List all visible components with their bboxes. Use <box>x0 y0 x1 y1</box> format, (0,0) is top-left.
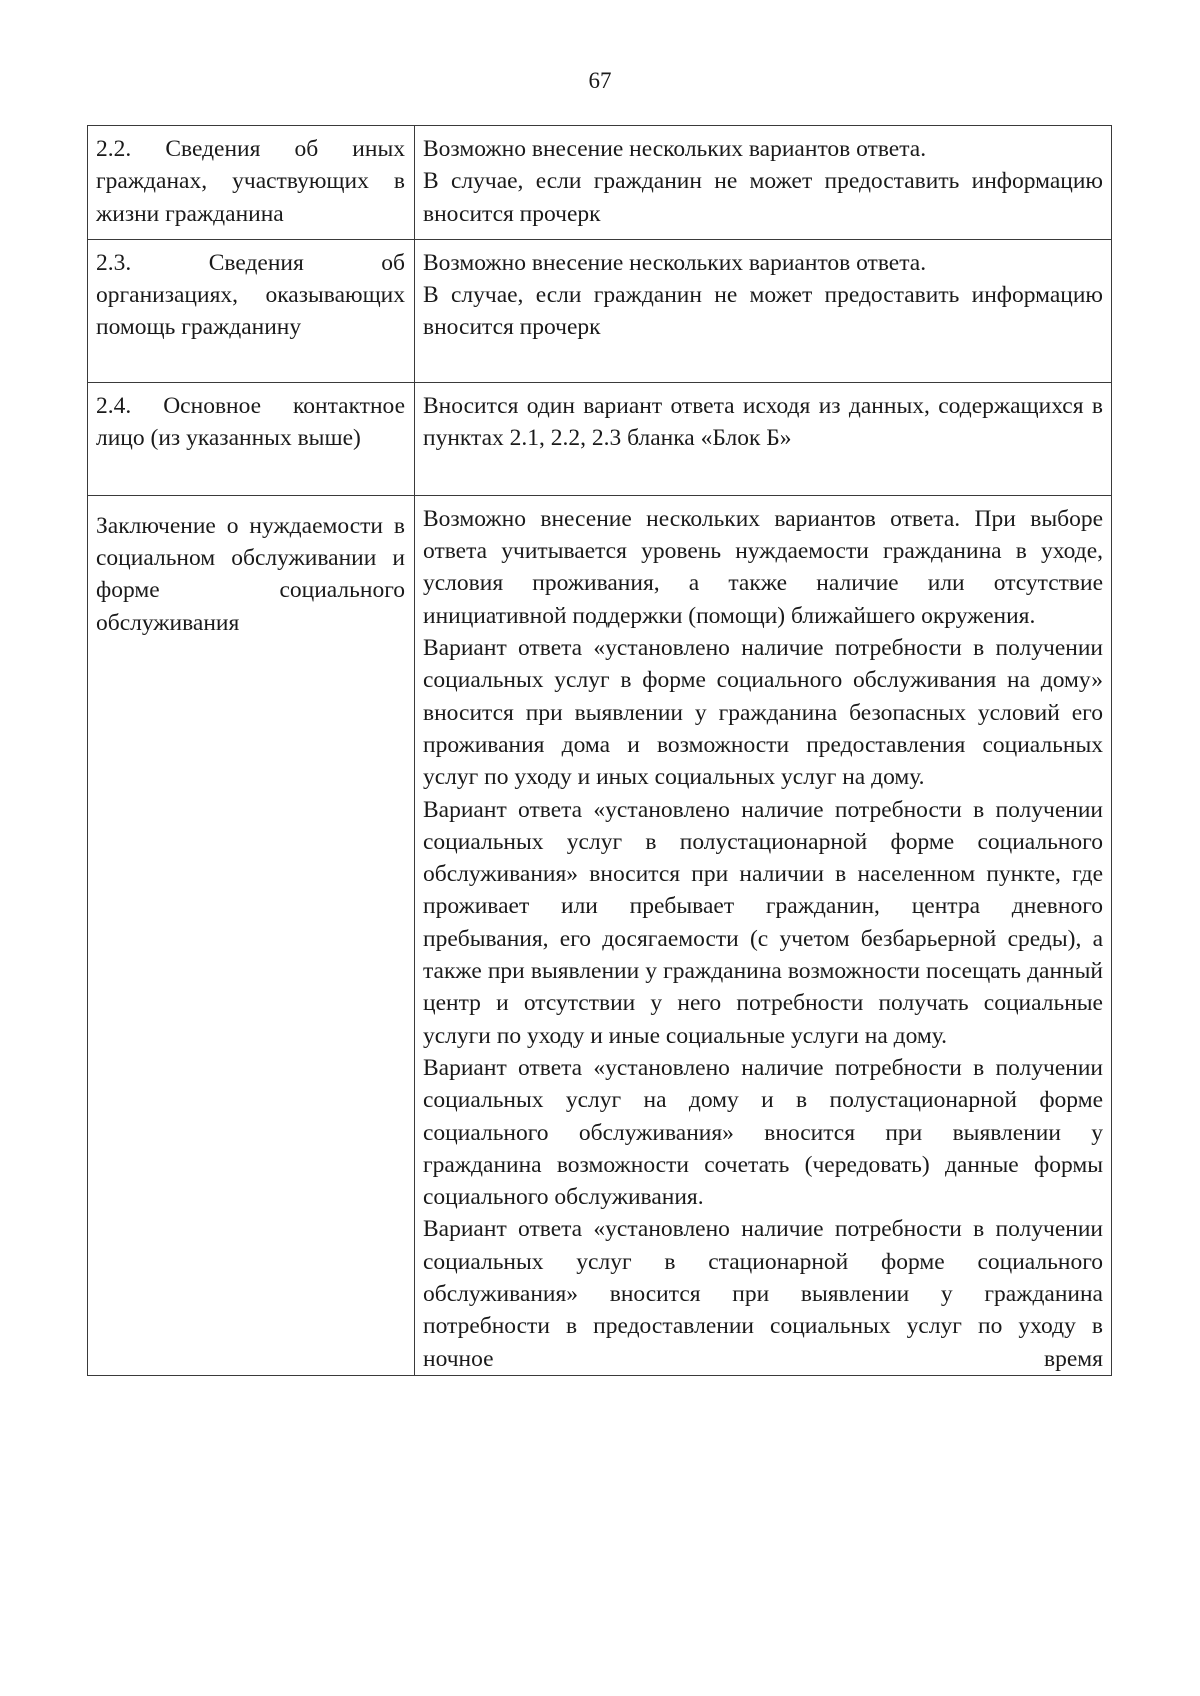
description-paragraph: Возможно внесение нескольких вариантов ответа. <box>423 249 927 276</box>
row-description-cell <box>415 239 1112 382</box>
row-label-cell <box>88 382 415 495</box>
description-paragraph: Возможно внесение нескольких вариантов ответа. <box>423 136 927 162</box>
instructions-table <box>87 125 1112 1376</box>
row-label: Заключение о нуждаемости в социальном обслуживании и форме социального обслуживания <box>96 512 405 636</box>
row-description-cell <box>415 495 1112 1375</box>
description-paragraph: Вносится один вариант ответа исходя из данных, содержащихся в пунктах 2.1, 2.2, 2.3 бланка «Блок Б» <box>423 392 1103 452</box>
table-row <box>88 495 1112 1375</box>
description-paragraph: Вариант ответа «установлено наличие потребности в получении социальных услуг в полустационарной форме социального обслуживания» вносится при наличии в населенном пункте, где проживает или пребывает гражданин, центра дневного пребывания, его досягаемости (с учетом безбарьерной среды), а также при выявлении у гражданина возможности посещать данный центр и отсутствии у него потребности получать социальные услуги по уходу и иные социальные услуги на дому. <box>423 796 1103 1049</box>
row-label: 2.3. Сведения об организациях, оказывающих помощь гражданину <box>96 249 405 341</box>
description-paragraph: В случае, если гражданин не может предоставить информацию вносится прочерк <box>423 168 1103 227</box>
row-label-cell <box>88 495 415 1375</box>
row-label: 2.2. Сведения об иных гражданах, участвующих в жизни гражданина <box>96 136 405 227</box>
page-number: 67 <box>588 68 612 93</box>
description-paragraph: Вариант ответа «установлено наличие потребности в получении социальных услуг в форме социального обслуживания на дому» вносится при выявлении у гражданина безопасных условий его проживания дома и возможности предоставления социальных услуг по уходу и иных социальных услуг на дому. <box>423 635 1103 791</box>
description-paragraph: В случае, если гражданин не может предоставить информацию вносится прочерк <box>423 282 1103 341</box>
description-paragraph: Вариант ответа «установлено наличие потребности в получении социальных услуг в стационарной форме социального обслуживания» вносится при выявлении у гражданина потребности в предоставлении социальных услуг по уходу в ночное время <box>423 1216 1103 1372</box>
row-label: 2.4. Основное контактное лицо (из указанных выше) <box>96 392 405 452</box>
description-paragraph: Вариант ответа «установлено наличие потребности в получении социальных услуг на дому и в полустационарной форме социального обслуживания» вносится при выявлении у гражданина возможности сочетать (чередовать) данные формы социального обслуживания. <box>423 1054 1103 1211</box>
table-row <box>88 126 1112 240</box>
row-label-cell <box>88 239 415 382</box>
table-row <box>88 239 1112 382</box>
description-paragraph: Возможно внесение нескольких вариантов ответа. При выборе ответа учитывается уровень нуждаемости гражданина в уходе, условия проживания, а также наличие или отсутствие инициативной поддержки (помощи) ближайшего окружения. <box>423 505 1103 629</box>
row-description-cell <box>415 382 1112 495</box>
row-label-cell <box>88 126 415 240</box>
row-description-cell <box>415 126 1112 240</box>
table-row <box>88 382 1112 495</box>
